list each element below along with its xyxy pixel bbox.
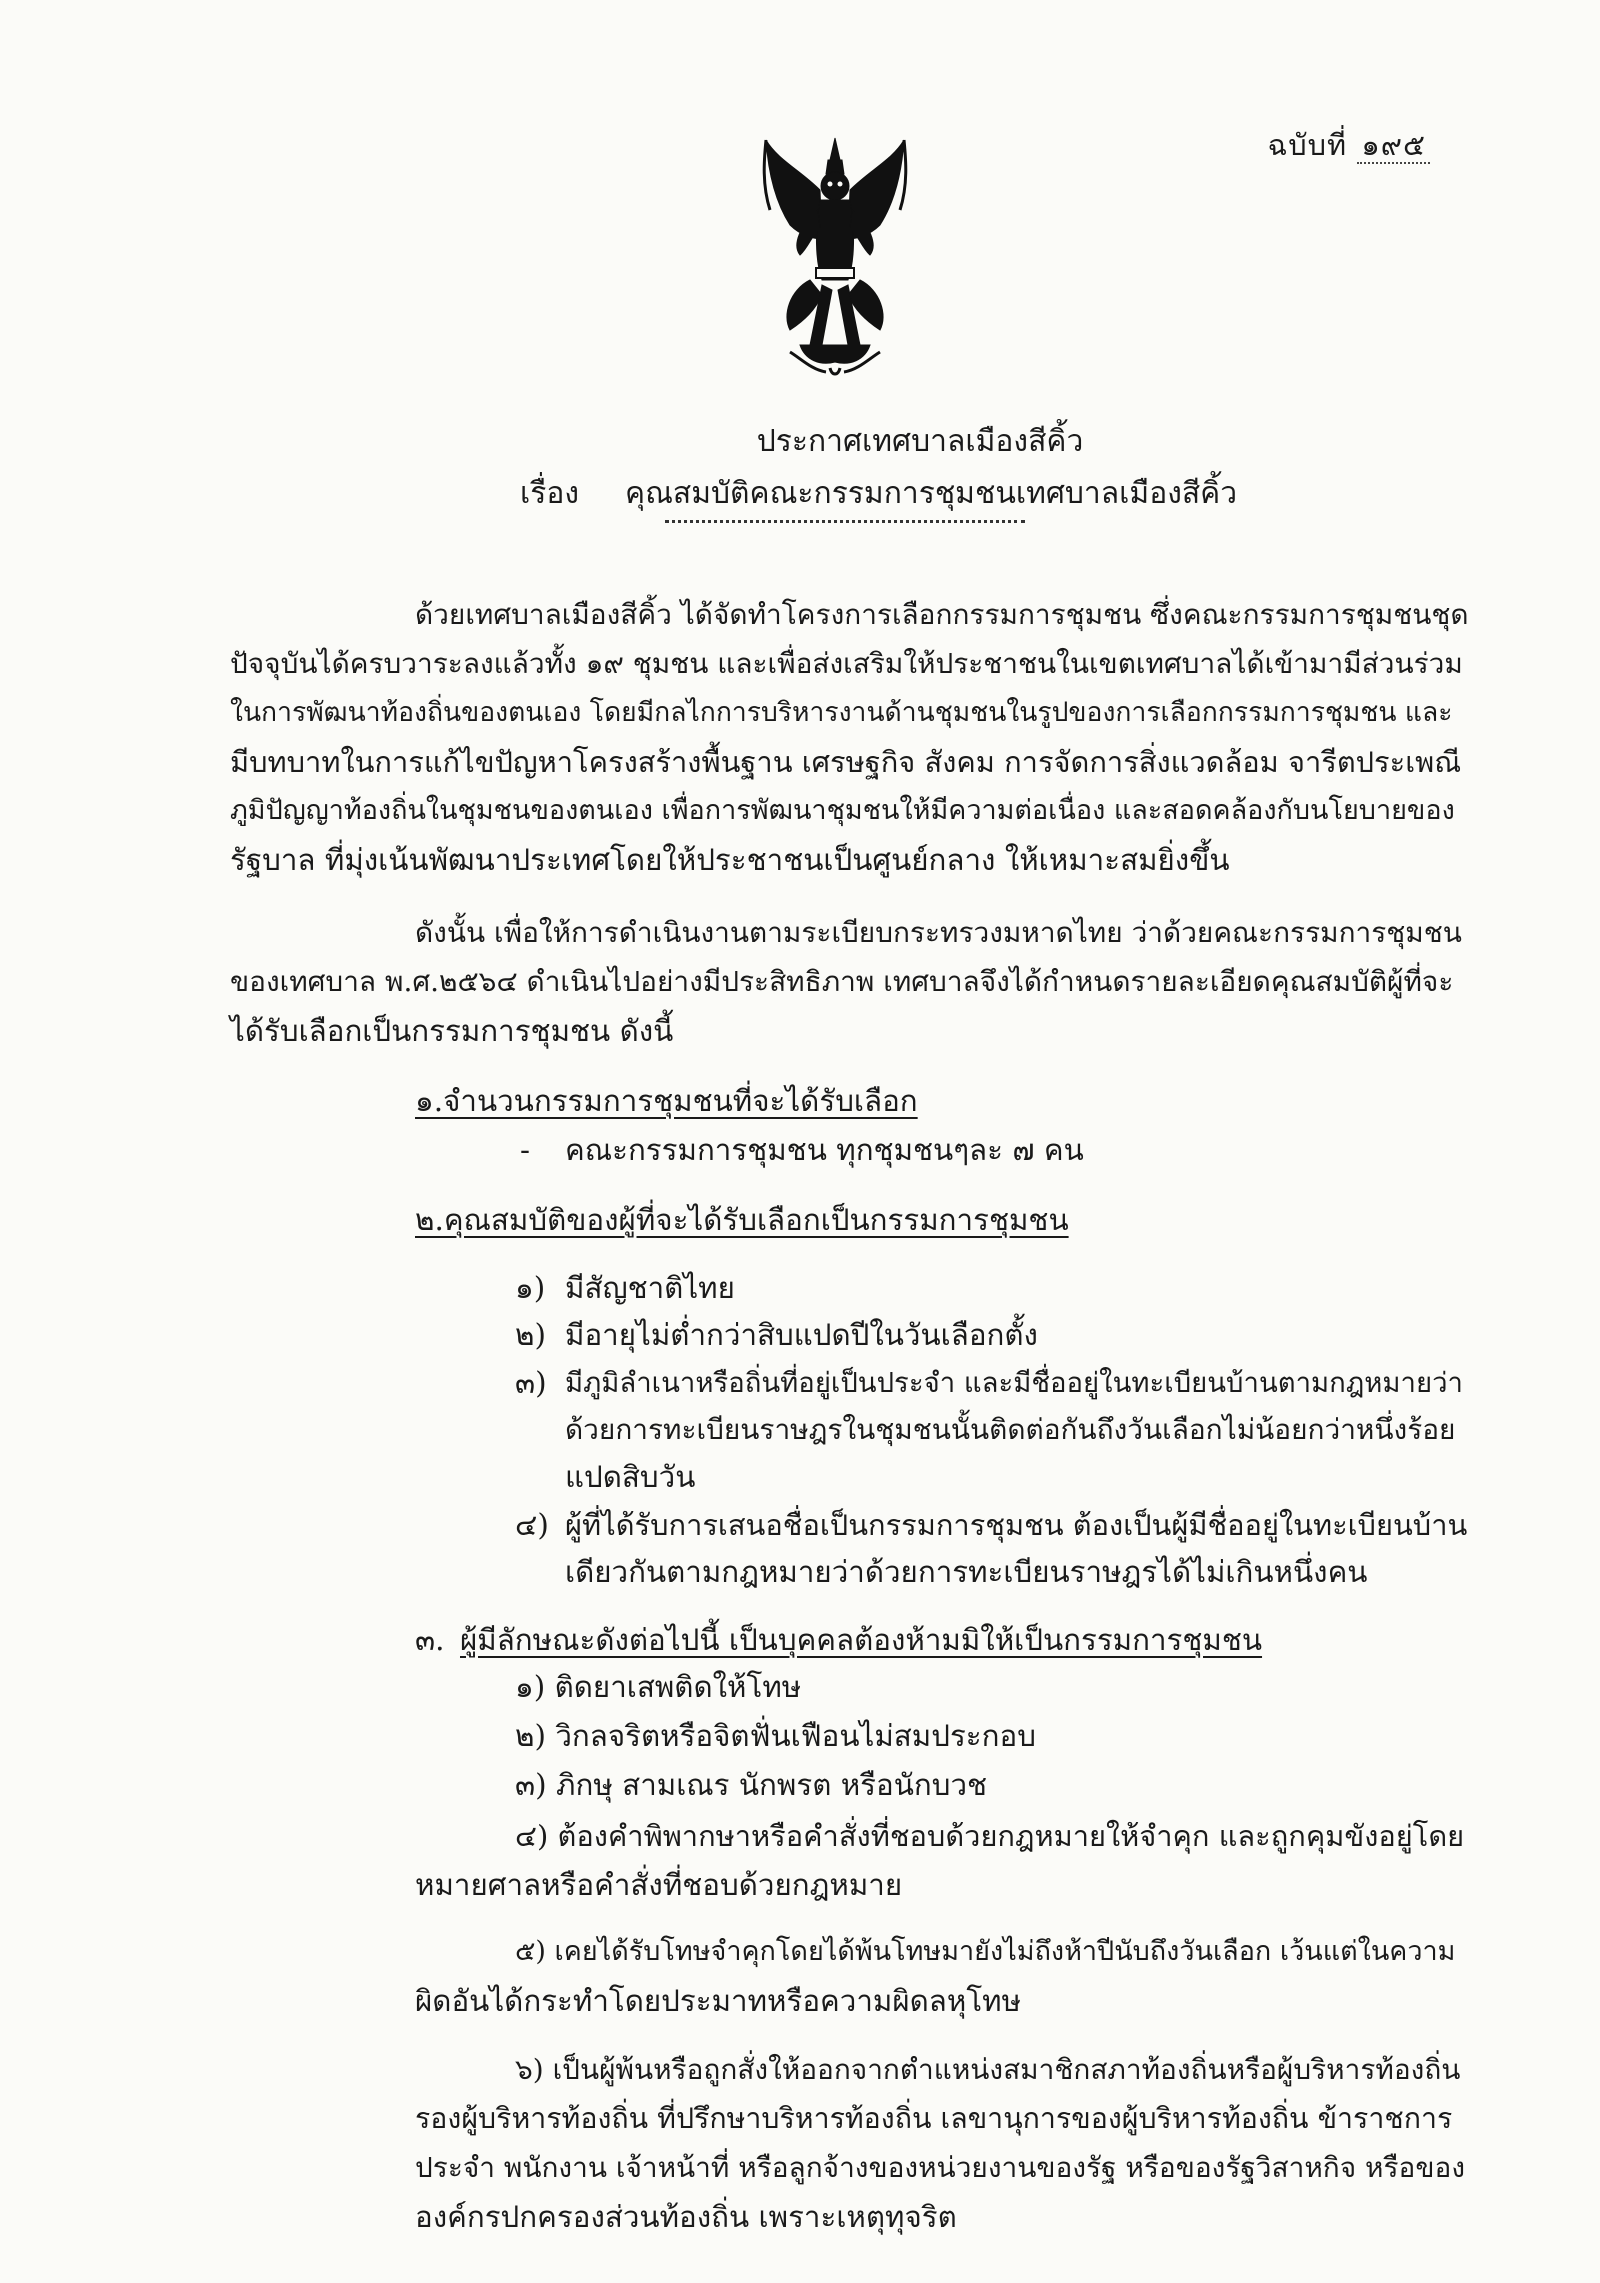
section2-item-no: ๓): [515, 1366, 547, 1400]
section3-item5-line: ผิดอันได้กระทำโดยประมาทหรือความผิดลหุโทษ: [415, 1984, 1022, 2018]
intro-line: ด้วยเทศบาลเมืองสีคิ้ว ได้จัดทำโครงการเลือกกรรมการชุมชน ซึ่งคณะกรรมการชุมชนชุด: [415, 598, 1469, 631]
section3-item6-line: ประจำ พนักงาน เจ้าหน้าที่ หรือลูกจ้างของหน่วยงานของรัฐ หรือของรัฐวิสาหกิจ หรือของ: [415, 2151, 1465, 2184]
issue-number: [1267, 122, 1430, 168]
intro-line: ในการพัฒนาท้องถิ่นของตนเอง โดยมีกลไกการบริหารงานด้านชุมชนในรูปของการเลือกกรรมการชุมชน และ: [230, 697, 1453, 728]
therefore-line: ได้รับเลือกเป็นกรรมการชุมชน ดังนี้: [230, 1014, 674, 1048]
section3-item6-line: รองผู้บริหารท้องถิ่น ที่ปรึกษาบริหารท้องถิ่น เลขานุการของผู้บริหารท้องถิ่น ข้าราชการ: [415, 2102, 1453, 2135]
separator-dots: [665, 520, 1025, 523]
section1-heading: ๑.จำนวนกรรมการชุมชนที่จะได้รับเลือก: [415, 1084, 918, 1118]
section1-bullet: -: [520, 1133, 530, 1167]
section3-item6-line: ๖) เป็นผู้พ้นหรือถูกสั่งให้ออกจากตำแหน่งสมาชิกสภาท้องถิ่นหรือผู้บริหารท้องถิ่น: [515, 2053, 1461, 2086]
section2-item-no: ๒): [515, 1318, 546, 1352]
section3-item: ๑) ติดยาเสพติดให้โทษ: [515, 1670, 802, 1704]
section3-heading: ผู้มีลักษณะดังต่อไปนี้ เป็นบุคคลต้องห้ามมิให้เป็นกรรมการชุมชน: [460, 1623, 1263, 1657]
section2-item-text: มีสัญชาติไทย: [565, 1271, 735, 1305]
subject-label: เรื่อง: [520, 476, 580, 511]
intro-line: ปัจจุบันได้ครบวาระลงแล้วทั้ง ๑๙ ชุมชน และเพื่อส่งเสริมให้ประชาชนในเขตเทศบาลได้เข้ามามีส่วนร่วม: [230, 647, 1463, 680]
garuda-emblem: [760, 130, 910, 380]
section2-item-text: ผู้ที่ได้รับการเสนอชื่อเป็นกรรมการชุมชน ต้องเป็นผู้มีชื่ออยู่ในทะเบียนบ้าน: [565, 1508, 1468, 1542]
section3-item4-line: ๔) ต้องคำพิพากษาหรือคำสั่งที่ชอบด้วยกฎหมายให้จำคุก และถูกคุมขังอยู่โดย: [515, 1819, 1465, 1853]
section2-item-text: มีอายุไม่ต่ำกว่าสิบแปดปีในวันเลือกตั้ง: [565, 1318, 1038, 1352]
section1-item: คณะกรรมการชุมชน ทุกชุมชนๆละ ๗ คน: [565, 1133, 1084, 1167]
section2-item-no: ๑): [515, 1271, 546, 1305]
section3-item: ๒) วิกลจริตหรือจิตฟั่นเฟือนไม่สมประกอบ: [515, 1719, 1036, 1753]
intro-line: มีบทบาทในการแก้ไขปัญหาโครงสร้างพื้นฐาน เศรษฐกิจ สังคม การจัดการสิ่งแวดล้อม จารีตประเพณี: [230, 745, 1462, 779]
issue-value: ๑๙๕: [1357, 128, 1430, 164]
section2-item-text: ด้วยการทะเบียนราษฎรในชุมชนนั้นติดต่อกันถึงวันเลือกไม่น้อยกว่าหนึ่งร้อย: [565, 1413, 1456, 1446]
section2-item-text: เดียวกันตามกฎหมายว่าด้วยการทะเบียนราษฎรได้ไม่เกินหนึ่งคน: [565, 1555, 1368, 1589]
section3-item6-line: องค์กรปกครองส่วนท้องถิ่น เพราะเหตุทุจริต: [415, 2200, 957, 2234]
section3-number: ๓.: [415, 1623, 445, 1657]
subject-text: คุณสมบัติคณะกรรมการชุมชนเทศบาลเมืองสีคิ้ว: [625, 476, 1238, 511]
therefore-line: ของเทศบาล พ.ศ.๒๕๖๔ ดำเนินไปอย่างมีประสิทธิภาพ เทศบาลจึงได้กำหนดรายละเอียดคุณสมบัติผู้ที่จะ: [230, 965, 1454, 998]
section3-item4-line: หมายศาลหรือคำสั่งที่ชอบด้วยกฎหมาย: [415, 1868, 903, 1902]
section2-item-text: แปดสิบวัน: [565, 1460, 696, 1494]
intro-line: รัฐบาล ที่มุ่งเน้นพัฒนาประเทศโดยให้ประชาชนเป็นศูนย์กลาง ให้เหมาะสมยิ่งขึ้น: [230, 843, 1230, 877]
section2-item-no: ๔): [515, 1508, 549, 1542]
section2-heading: ๒.คุณสมบัติของผู้ที่จะได้รับเลือกเป็นกรรมการชุมชน: [415, 1203, 1069, 1237]
announcement-title: ประกาศเทศบาลเมืองสีคิ้ว: [756, 424, 1084, 459]
section3-item: ๓) ภิกษุ สามเณร นักพรต หรือนักบวช: [515, 1768, 988, 1802]
section2-item-text: มีภูมิลำเนาหรือถิ่นที่อยู่เป็นประจำ และมีชื่ออยู่ในทะเบียนบ้านตามกฎหมายว่า: [565, 1367, 1463, 1399]
section3-item5-line: ๕) เคยได้รับโทษจำคุกโดยได้พ้นโทษมายังไม่ถึงห้าปีนับถึงวันเลือก เว้นแต่ในความ: [515, 1936, 1456, 1967]
issue-label: ฉบับที่: [1267, 128, 1348, 162]
therefore-line: ดังนั้น เพื่อให้การดำเนินงานตามระเบียบกระทรวงมหาดไทย ว่าด้วยคณะกรรมการชุมชน: [415, 916, 1462, 949]
intro-line: ภูมิปัญญาท้องถิ่นในชุมชนของตนเอง เพื่อการพัฒนาชุมชนให้มีความต่อเนื่อง และสอดคล้องกับนโยบายของ: [230, 795, 1455, 826]
